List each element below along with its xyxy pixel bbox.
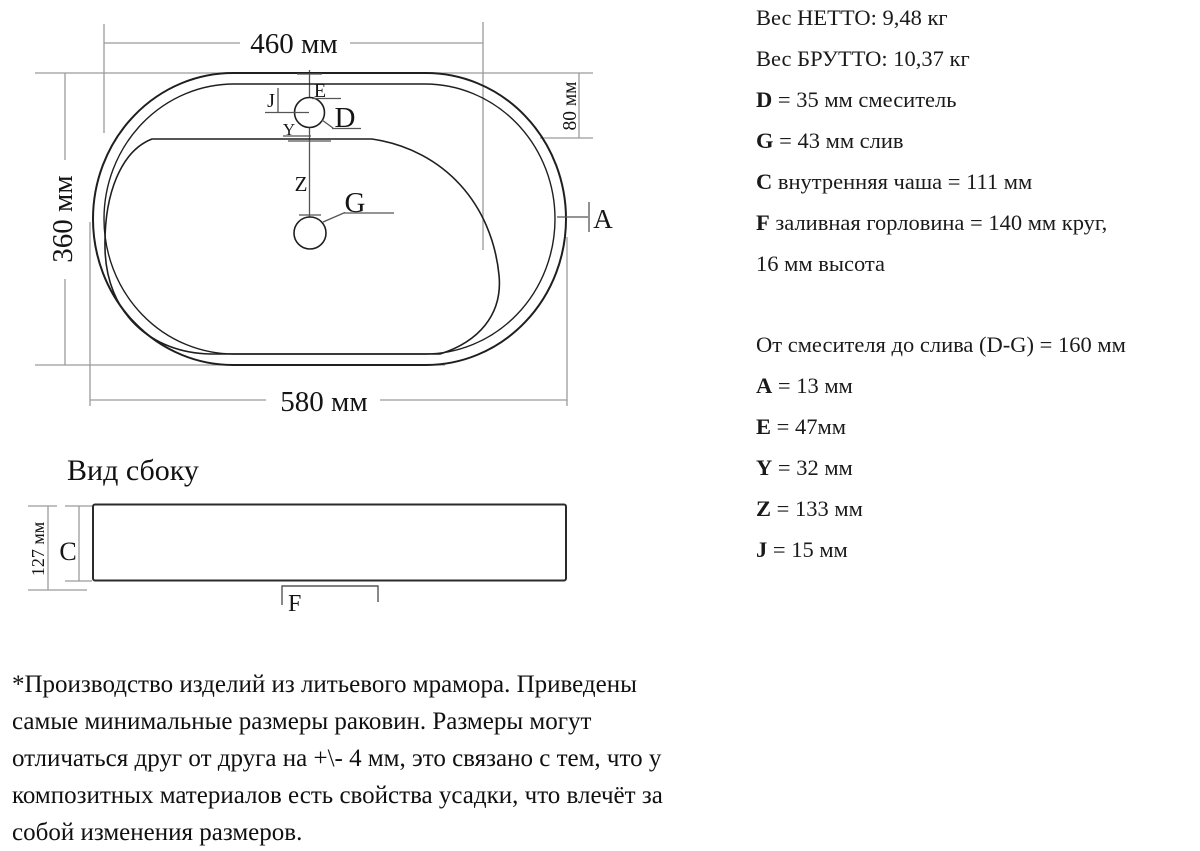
- spec-z: [756, 488, 1196, 529]
- spec-j: [756, 529, 1196, 570]
- spec-key: D: [756, 87, 773, 112]
- spec-neck: [756, 202, 1196, 243]
- spec-weight-netto: [756, 0, 1196, 38]
- side-profile-rect: [93, 505, 566, 581]
- label-e: E: [313, 80, 327, 102]
- spec-key: C: [756, 169, 773, 194]
- dim-text-580: 580 мм: [280, 386, 368, 418]
- top-view: [35, 22, 613, 418]
- spec-weight-brutto: [756, 38, 1196, 79]
- spec-bowl: [756, 161, 1196, 202]
- spec-text: = 13 мм: [772, 373, 853, 398]
- footnote-line: самые минимальные размеры раковин. Размеры могут: [12, 708, 592, 735]
- spec-text: = 15 мм: [767, 537, 848, 562]
- dim-text-127: 127 мм: [28, 521, 48, 577]
- label-a: A: [593, 204, 613, 234]
- g-leader-line: [323, 213, 345, 223]
- label-z: Z: [294, 172, 308, 196]
- dim-text-80: 80 мм: [560, 81, 581, 131]
- label-f: F: [288, 591, 302, 617]
- dim-text-460: 460 мм: [250, 28, 338, 60]
- spec-neck-cont: [756, 243, 1196, 284]
- spec-key: F: [756, 210, 770, 235]
- side-view-title: Вид сбоку: [67, 454, 199, 487]
- label-c: C: [59, 537, 77, 566]
- footnote-line: композитных материалов есть свойства усадки, что влечёт за: [12, 782, 663, 809]
- spec-panel-upper: [756, 0, 1196, 284]
- spec-text: От смесителя до слива (D-G) = 160 мм: [756, 332, 1126, 357]
- spec-text: = 32 мм: [772, 455, 853, 480]
- footnote-line: *Производство изделий из литьевого мрамора. Приведены: [12, 671, 637, 698]
- footnote: [12, 666, 732, 851]
- label-g: G: [344, 187, 366, 219]
- dim-text-360: 360 мм: [47, 175, 79, 263]
- spec-text: = 47мм: [771, 414, 846, 439]
- label-y: Y: [282, 120, 296, 139]
- footnote-line: отличаться друг от друга на +\- 4 мм, это связано с тем, что у: [12, 745, 662, 772]
- spec-key: J: [756, 537, 768, 562]
- spec-text: = 35 мм смеситель: [772, 87, 957, 112]
- spec-e: [756, 406, 1196, 447]
- spec-key: G: [756, 128, 774, 153]
- label-d: D: [334, 102, 356, 134]
- spec-mixer: [756, 79, 1196, 120]
- spec-text: 16 мм высота: [756, 251, 886, 276]
- spec-text: Вес БРУТТО: 10,37 кг: [756, 46, 970, 71]
- spec-drain: [756, 120, 1196, 161]
- spec-text: = 133 мм: [771, 496, 863, 521]
- spec-key: Y: [756, 455, 773, 480]
- spec-key: Z: [756, 496, 772, 521]
- spec-y: [756, 447, 1196, 488]
- drain-hole-circle: [294, 217, 326, 249]
- spec-text: Вес НЕТТО: 9,48 кг: [756, 5, 948, 30]
- spec-a: [756, 365, 1196, 406]
- spec-key: E: [756, 414, 772, 439]
- d-leader-line: [322, 120, 333, 128]
- spec-key: A: [756, 373, 773, 398]
- spec-text: внутренняя чаша = 111 мм: [772, 169, 1033, 194]
- spec-text: заливная горловина = 140 мм круг,: [769, 210, 1108, 235]
- spec-mixer-to-drain: [756, 324, 1196, 365]
- label-j: J: [267, 90, 275, 112]
- spec-text: = 43 мм слив: [773, 128, 904, 153]
- spec-panel-lower: [756, 324, 1196, 570]
- side-view: [28, 505, 566, 618]
- footnote-line: собой изменения размеров.: [12, 819, 303, 846]
